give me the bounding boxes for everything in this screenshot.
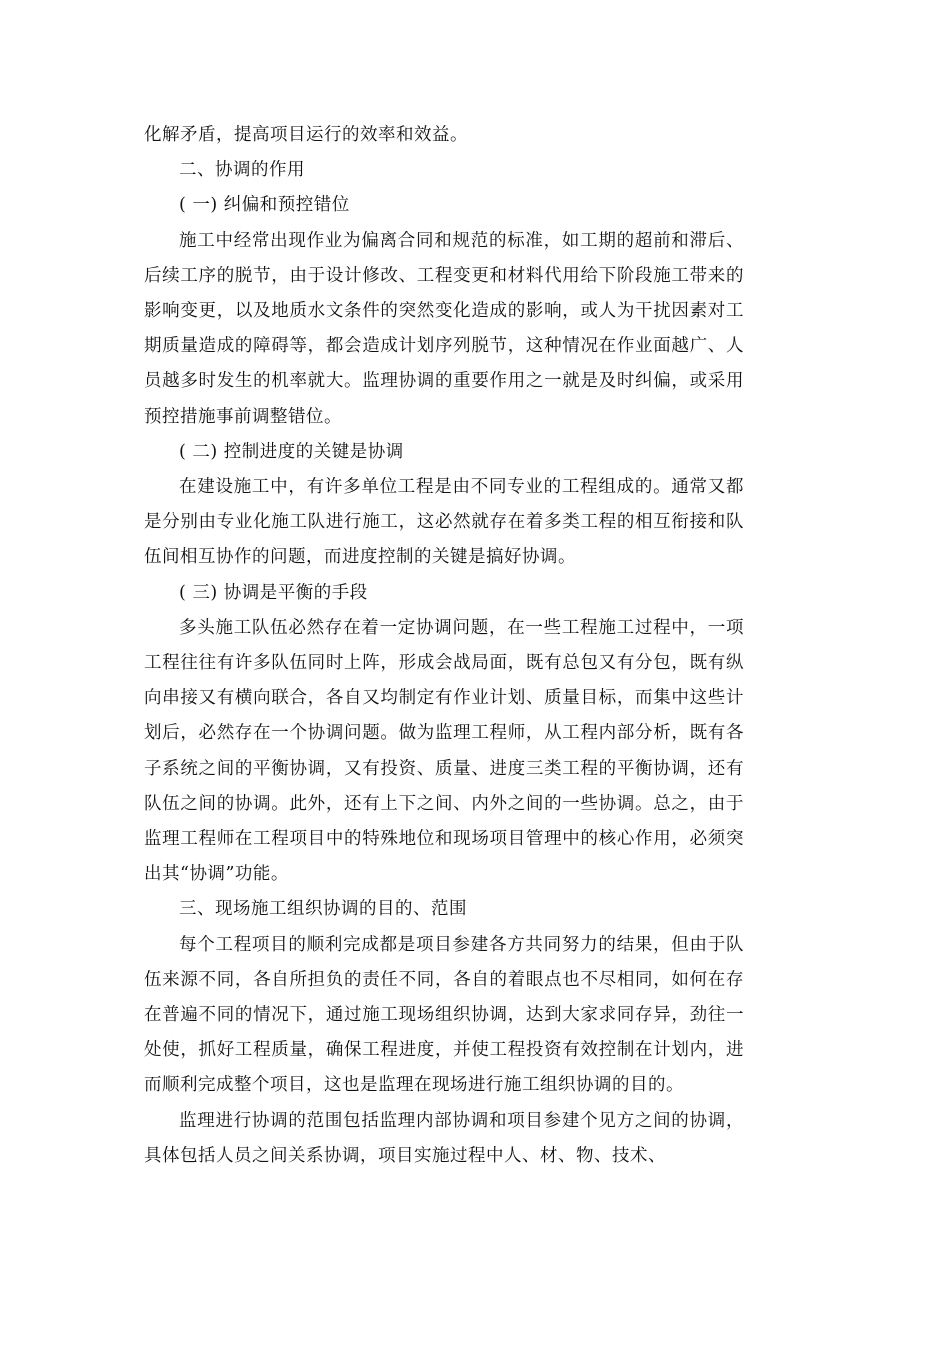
- paragraph-balance-means: 多头施工队伍必然存在着一定协调问题，在一些工程施工过程中，一项工程往往有许多队伍同时上阵，形成会战局面，既有总包又有分包，既有纵向串接又有横向联合，各自又均制定有作业计划、质量目标，而集中这些计划后，必然存在一个协调问题。做为监理工程师，从工程内部分析，既有各子系统之间的平衡协调，又有投资、质量、进度三类工程的平衡协调，还有队伍之间的协调。此外，还有上下之间、内外之间的一些协调。总之，由于监理工程师在工程项目中的特殊地位和现场项目管理中的核心作用，必须突出其“协调”功能。: [144, 617, 744, 885]
- section-heading-coordination-role: 二、协调的作用: [179, 160, 305, 181]
- subheading-correction-precontrol: ( 一) 纠偏和预控错位: [179, 195, 350, 216]
- subheading-progress-control: ( 二) 控制进度的关键是协调: [179, 441, 404, 462]
- paragraph-continuation: 化解矛盾，提高项目运行的效率和效益。: [144, 125, 468, 145]
- subheading-balance-means: ( 三) 协调是平衡的手段: [179, 582, 368, 603]
- paragraph-scope: 监理进行协调的范围包括监理内部协调和项目参建个见方之间的协调，具体包括人员之间关系协调，项目实施过程中人、材、物、技术、: [144, 1110, 744, 1166]
- section-heading-purpose-scope: 三、现场施工组织协调的目的、范围: [179, 899, 467, 920]
- paragraph-correction: 施工中经常出现作业为偏离合同和规范的标准，如工期的超前和滞后、后续工序的脱节，由于设计修改、工程变更和材料代用给下阶段施工带来的影响变更，以及地质水文条件的突然变化造成的影响，或人为干扰因素对工期质量造成的障碍等，都会造成计划序列脱节，这种情况在作业面越广、人员越多时发生的机率就大。监理协调的重要作用之一就是及时纠偏，或采用预控措施事前调整错位。: [144, 230, 744, 427]
- document-body: [144, 118, 744, 1174]
- paragraph-purpose: 每个工程项目的顺利完成都是项目参建各方共同努力的结果，但由于队伍来源不同，各自所担负的责任不同，各自的着眼点也不尽相同，如何在存在普遍不同的情况下，通过施工现场组织协调，达到大家求同存异，劲往一处使，抓好工程质量，确保工程进度，并使工程投资有效控制在计划内，进而顺利完成整个项目，这也是监理在现场进行施工组织协调的目的。: [144, 934, 744, 1096]
- paragraph-progress-control: 在建设施工中，有许多单位工程是由不同专业的工程组成的。通常又都是分别由专业化施工队进行施工，这必然就存在着多类工程的相互衔接和队伍间相互协作的问题，而进度控制的关键是搞好协调。: [144, 477, 744, 568]
